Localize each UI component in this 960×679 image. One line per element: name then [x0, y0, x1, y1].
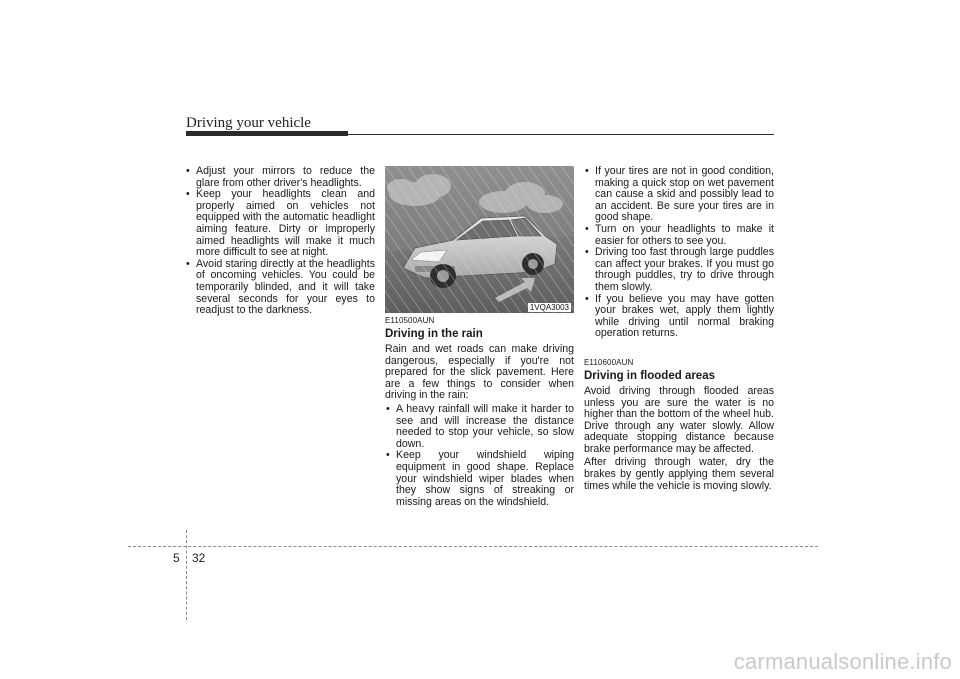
- header-title: Driving your vehicle: [186, 115, 311, 131]
- bullet-item: • Turn on your headlights to make it easier for others to see you.: [584, 224, 774, 247]
- section-heading: Driving in flooded areas: [584, 369, 715, 382]
- footer-rule: [128, 546, 818, 547]
- column-3: [584, 166, 774, 494]
- section-code: E110500AUN: [385, 316, 435, 325]
- page-number: 32: [192, 551, 206, 565]
- paragraph: After driving through water, dry the brakes by gently applying them several times while the vehicle is moving slowly.: [584, 456, 774, 492]
- car-in-rain-illustration: [385, 166, 574, 313]
- figure-label: 1VQA3003: [529, 303, 569, 312]
- bullet-item: • Avoid staring directly at the headlights of oncoming vehicles. You could be temporarily blinded, and it will take several seconds for your eyes to readjust to the darkness.: [185, 259, 375, 317]
- column-2-bullets: [385, 404, 574, 508]
- column-1: [185, 166, 375, 317]
- section-code: E110600AUN: [584, 357, 634, 367]
- footer-vertical-rule: [186, 530, 187, 620]
- section-heading: Driving in the rain: [385, 328, 483, 340]
- paragraph: Rain and wet roads can make driving dangerous, especially if you're not prepared for the slick pavement. Here are a few things to consider when driving in the rain:: [385, 343, 574, 402]
- bullet-item: • Keep your windshield wiping equipment in good shape. Replace your windshield wiper blades when they show signs of streaking or missing areas on the windshield.: [385, 450, 574, 508]
- chapter-number: 5: [173, 551, 180, 565]
- bullet-item: • Keep your headlights clean and properly aimed on vehicles not equipped with the automatic headlight aiming feature. Dirty or improperly aimed headlights will make it much more difficult to see at night.: [185, 189, 375, 259]
- column-2: [385, 316, 574, 508]
- header-rule-thin: [186, 134, 774, 135]
- paragraph: Avoid driving through flooded areas unless you are sure the water is no higher than the bottom of the wheel hub. Drive through any water slowly. Allow adequate stopping distance because brake performance may be affected.: [584, 384, 774, 455]
- bullet-item: • A heavy rainfall will make it harder to see and will increase the distance needed to stop your vehicle, so slow down.: [385, 404, 574, 450]
- bullet-item: • Adjust your mirrors to reduce the glare from other driver's headlights.: [185, 166, 375, 189]
- car-in-rain-figure: [385, 166, 574, 313]
- watermark: carmanualsonline.info: [733, 649, 952, 674]
- bullet-item: • If your tires are not in good condition, making a quick stop on wet pavement can cause a skid and possibly lead to an accident. Be sure your tires are in good shape.: [584, 166, 774, 224]
- column-3-bullets: [584, 166, 774, 340]
- bullet-item: • If you believe you may have gotten your brakes wet, apply them lightly while driving until normal braking operation returns.: [584, 294, 774, 340]
- column-1-bullets: [185, 166, 375, 317]
- bullet-item: • Driving too fast through large puddles can affect your brakes. If you must go through puddles, try to drive through them slowly.: [584, 247, 774, 293]
